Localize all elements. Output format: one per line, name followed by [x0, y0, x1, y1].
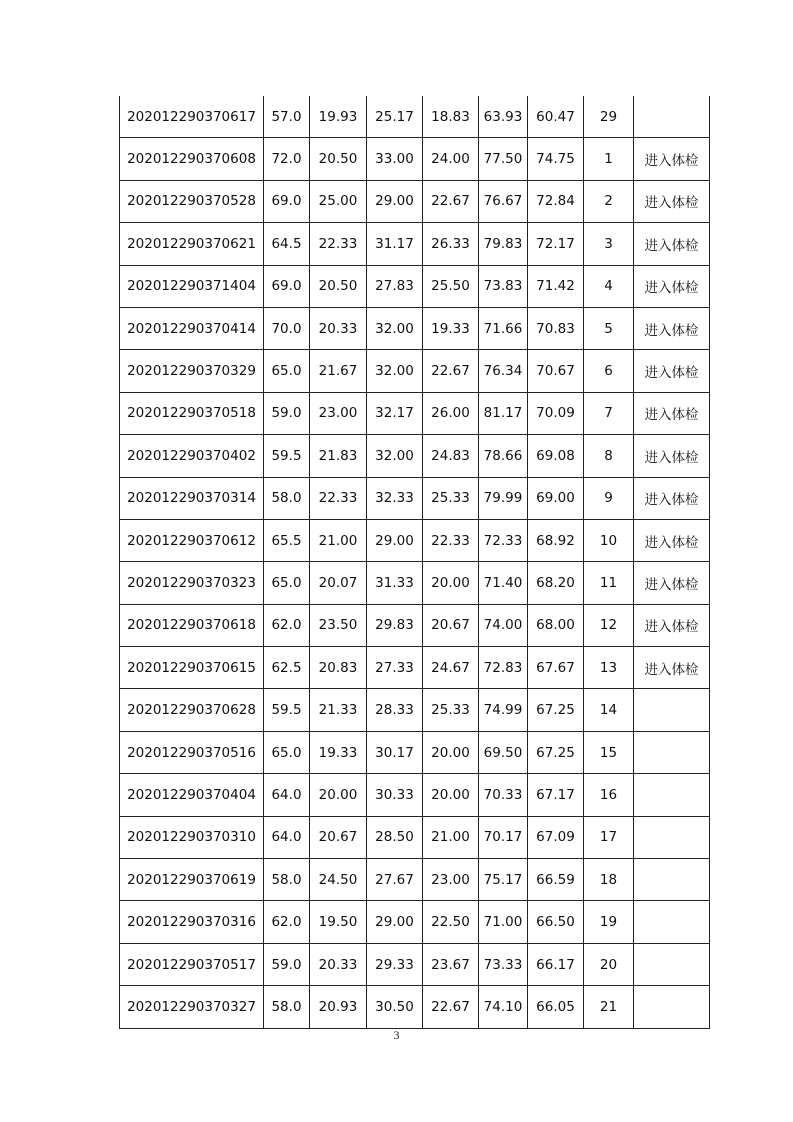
- score-cell: 25.17: [367, 96, 423, 138]
- total-score-cell: 70.09: [528, 392, 584, 434]
- score-cell: 65.0: [264, 350, 310, 392]
- rank-cell: 7: [584, 392, 634, 434]
- score-cell: 69.0: [264, 180, 310, 222]
- table-row: [120, 986, 710, 1028]
- score-cell: 59.5: [264, 435, 310, 477]
- rank-cell: 19: [584, 901, 634, 943]
- table-row: [120, 138, 710, 180]
- note-cell: 进入体检: [634, 180, 710, 222]
- score-cell: 30.33: [367, 774, 423, 816]
- candidate-id-cell: 202012290370323: [120, 562, 264, 604]
- candidate-id-cell: 202012290370621: [120, 223, 264, 265]
- score-cell: 63.93: [479, 96, 528, 138]
- score-cell: 79.83: [479, 223, 528, 265]
- score-cell: 70.17: [479, 816, 528, 858]
- rank-cell: 14: [584, 689, 634, 731]
- score-cell: 29.00: [367, 519, 423, 561]
- score-cell: 71.40: [479, 562, 528, 604]
- total-score-cell: 66.17: [528, 943, 584, 985]
- score-cell: 58.0: [264, 859, 310, 901]
- note-cell: 进入体检: [634, 392, 710, 434]
- rank-cell: 11: [584, 562, 634, 604]
- score-cell: 21.00: [423, 816, 479, 858]
- score-cell: 20.83: [310, 647, 367, 689]
- score-cell: 69.0: [264, 265, 310, 307]
- score-cell: 20.07: [310, 562, 367, 604]
- score-cell: 20.67: [310, 816, 367, 858]
- table-row: [120, 816, 710, 858]
- candidate-id-cell: 202012290370615: [120, 647, 264, 689]
- score-cell: 32.33: [367, 477, 423, 519]
- candidate-id-cell: 202012290370617: [120, 96, 264, 138]
- total-score-cell: 67.25: [528, 689, 584, 731]
- score-cell: 21.83: [310, 435, 367, 477]
- score-cell: 57.0: [264, 96, 310, 138]
- score-cell: 81.17: [479, 392, 528, 434]
- table-row: [120, 435, 710, 477]
- note-cell: [634, 943, 710, 985]
- score-cell: 23.50: [310, 604, 367, 646]
- score-cell: 22.33: [310, 223, 367, 265]
- score-cell: 19.33: [423, 307, 479, 349]
- rank-cell: 16: [584, 774, 634, 816]
- score-cell: 29.00: [367, 180, 423, 222]
- score-cell: 33.00: [367, 138, 423, 180]
- score-cell: 20.00: [423, 731, 479, 773]
- note-cell: [634, 731, 710, 773]
- score-cell: 59.5: [264, 689, 310, 731]
- score-cell: 70.33: [479, 774, 528, 816]
- score-cell: 59.0: [264, 392, 310, 434]
- score-cell: 23.00: [310, 392, 367, 434]
- score-cell: 22.67: [423, 180, 479, 222]
- total-score-cell: 67.67: [528, 647, 584, 689]
- total-score-cell: 68.20: [528, 562, 584, 604]
- table-row: [120, 180, 710, 222]
- score-cell: 75.17: [479, 859, 528, 901]
- total-score-cell: 66.05: [528, 986, 584, 1028]
- score-cell: 70.0: [264, 307, 310, 349]
- note-cell: 进入体检: [634, 265, 710, 307]
- rank-cell: 18: [584, 859, 634, 901]
- total-score-cell: 72.84: [528, 180, 584, 222]
- score-cell: 28.33: [367, 689, 423, 731]
- score-cell: 64.0: [264, 816, 310, 858]
- score-cell: 59.0: [264, 943, 310, 985]
- total-score-cell: 60.47: [528, 96, 584, 138]
- score-cell: 62.0: [264, 604, 310, 646]
- score-cell: 30.17: [367, 731, 423, 773]
- total-score-cell: 68.00: [528, 604, 584, 646]
- note-cell: 进入体检: [634, 435, 710, 477]
- score-cell: 24.67: [423, 647, 479, 689]
- score-cell: 21.67: [310, 350, 367, 392]
- candidate-id-cell: 202012290370619: [120, 859, 264, 901]
- note-cell: [634, 96, 710, 138]
- score-cell: 23.00: [423, 859, 479, 901]
- total-score-cell: 66.59: [528, 859, 584, 901]
- note-cell: [634, 986, 710, 1028]
- table-body: [120, 96, 710, 1028]
- score-cell: 74.10: [479, 986, 528, 1028]
- note-cell: [634, 816, 710, 858]
- score-cell: 21.00: [310, 519, 367, 561]
- score-cell: 76.67: [479, 180, 528, 222]
- total-score-cell: 70.83: [528, 307, 584, 349]
- note-cell: 进入体检: [634, 223, 710, 265]
- candidate-id-cell: 202012290370528: [120, 180, 264, 222]
- candidate-id-cell: 202012290370516: [120, 731, 264, 773]
- table-row: [120, 604, 710, 646]
- score-cell: 21.33: [310, 689, 367, 731]
- score-cell: 18.83: [423, 96, 479, 138]
- table-row: [120, 96, 710, 138]
- score-cell: 58.0: [264, 477, 310, 519]
- score-cell: 31.17: [367, 223, 423, 265]
- score-cell: 24.83: [423, 435, 479, 477]
- score-cell: 22.33: [310, 477, 367, 519]
- total-score-cell: 71.42: [528, 265, 584, 307]
- table-row: [120, 265, 710, 307]
- table-row: [120, 562, 710, 604]
- score-cell: 79.99: [479, 477, 528, 519]
- candidate-id-cell: 202012290370518: [120, 392, 264, 434]
- score-cell: 58.0: [264, 986, 310, 1028]
- score-cell: 26.33: [423, 223, 479, 265]
- note-cell: 进入体检: [634, 477, 710, 519]
- rank-cell: 21: [584, 986, 634, 1028]
- score-cell: 20.00: [423, 562, 479, 604]
- score-cell: 20.50: [310, 138, 367, 180]
- table-row: [120, 774, 710, 816]
- score-cell: 20.67: [423, 604, 479, 646]
- score-cell: 73.83: [479, 265, 528, 307]
- score-cell: 77.50: [479, 138, 528, 180]
- candidate-id-cell: 202012290370517: [120, 943, 264, 985]
- candidate-id-cell: 202012290370618: [120, 604, 264, 646]
- total-score-cell: 70.67: [528, 350, 584, 392]
- table-row: [120, 307, 710, 349]
- total-score-cell: 69.00: [528, 477, 584, 519]
- score-cell: 20.00: [310, 774, 367, 816]
- score-cell: 30.50: [367, 986, 423, 1028]
- rank-cell: 8: [584, 435, 634, 477]
- candidate-id-cell: 202012290370310: [120, 816, 264, 858]
- score-cell: 62.5: [264, 647, 310, 689]
- candidate-id-cell: 202012290371404: [120, 265, 264, 307]
- rank-cell: 4: [584, 265, 634, 307]
- rank-cell: 1: [584, 138, 634, 180]
- note-cell: [634, 859, 710, 901]
- score-cell: 64.0: [264, 774, 310, 816]
- score-cell: 32.17: [367, 392, 423, 434]
- score-cell: 19.50: [310, 901, 367, 943]
- candidate-id-cell: 202012290370612: [120, 519, 264, 561]
- score-cell: 72.0: [264, 138, 310, 180]
- score-cell: 22.67: [423, 350, 479, 392]
- rank-cell: 15: [584, 731, 634, 773]
- rank-cell: 9: [584, 477, 634, 519]
- rank-cell: 13: [584, 647, 634, 689]
- score-cell: 32.00: [367, 350, 423, 392]
- table-row: [120, 392, 710, 434]
- table-row: [120, 859, 710, 901]
- rank-cell: 2: [584, 180, 634, 222]
- score-cell: 32.00: [367, 435, 423, 477]
- note-cell: [634, 774, 710, 816]
- score-cell: 76.34: [479, 350, 528, 392]
- score-cell: 27.67: [367, 859, 423, 901]
- score-cell: 31.33: [367, 562, 423, 604]
- note-cell: 进入体检: [634, 138, 710, 180]
- score-cell: 27.83: [367, 265, 423, 307]
- table-row: [120, 731, 710, 773]
- score-cell: 20.93: [310, 986, 367, 1028]
- total-score-cell: 66.50: [528, 901, 584, 943]
- total-score-cell: 67.17: [528, 774, 584, 816]
- note-cell: [634, 689, 710, 731]
- score-cell: 25.33: [423, 477, 479, 519]
- score-cell: 72.33: [479, 519, 528, 561]
- score-cell: 23.67: [423, 943, 479, 985]
- score-cell: 62.0: [264, 901, 310, 943]
- table-row: [120, 901, 710, 943]
- note-cell: 进入体检: [634, 350, 710, 392]
- score-cell: 22.50: [423, 901, 479, 943]
- table-row: [120, 689, 710, 731]
- table-row: [120, 223, 710, 265]
- table-row: [120, 647, 710, 689]
- score-cell: 24.00: [423, 138, 479, 180]
- score-cell: 65.5: [264, 519, 310, 561]
- rank-cell: 10: [584, 519, 634, 561]
- note-cell: 进入体检: [634, 519, 710, 561]
- note-cell: 进入体检: [634, 307, 710, 349]
- score-cell: 74.99: [479, 689, 528, 731]
- score-cell: 29.00: [367, 901, 423, 943]
- table-row: [120, 477, 710, 519]
- score-cell: 72.83: [479, 647, 528, 689]
- score-cell: 78.66: [479, 435, 528, 477]
- score-cell: 26.00: [423, 392, 479, 434]
- score-cell: 22.33: [423, 519, 479, 561]
- rank-cell: 17: [584, 816, 634, 858]
- score-cell: 71.66: [479, 307, 528, 349]
- table-row: [120, 519, 710, 561]
- score-cell: 27.33: [367, 647, 423, 689]
- rank-cell: 3: [584, 223, 634, 265]
- score-cell: 69.50: [479, 731, 528, 773]
- score-cell: 32.00: [367, 307, 423, 349]
- score-cell: 29.33: [367, 943, 423, 985]
- candidate-id-cell: 202012290370327: [120, 986, 264, 1028]
- score-cell: 29.83: [367, 604, 423, 646]
- score-cell: 22.67: [423, 986, 479, 1028]
- score-cell: 65.0: [264, 562, 310, 604]
- score-cell: 25.00: [310, 180, 367, 222]
- candidate-id-cell: 202012290370402: [120, 435, 264, 477]
- table-row: [120, 943, 710, 985]
- score-cell: 73.33: [479, 943, 528, 985]
- rank-cell: 5: [584, 307, 634, 349]
- note-cell: 进入体检: [634, 604, 710, 646]
- note-cell: 进入体检: [634, 562, 710, 604]
- score-table: [119, 96, 710, 1029]
- rank-cell: 29: [584, 96, 634, 138]
- total-score-cell: 69.08: [528, 435, 584, 477]
- candidate-id-cell: 202012290370404: [120, 774, 264, 816]
- total-score-cell: 74.75: [528, 138, 584, 180]
- page-number: 3: [393, 1028, 400, 1042]
- rank-cell: 20: [584, 943, 634, 985]
- score-cell: 20.50: [310, 265, 367, 307]
- total-score-cell: 68.92: [528, 519, 584, 561]
- score-cell: 19.33: [310, 731, 367, 773]
- rank-cell: 12: [584, 604, 634, 646]
- score-cell: 28.50: [367, 816, 423, 858]
- note-cell: [634, 901, 710, 943]
- note-cell: 进入体检: [634, 647, 710, 689]
- candidate-id-cell: 202012290370316: [120, 901, 264, 943]
- score-cell: 20.00: [423, 774, 479, 816]
- score-cell: 64.5: [264, 223, 310, 265]
- candidate-id-cell: 202012290370608: [120, 138, 264, 180]
- score-cell: 74.00: [479, 604, 528, 646]
- score-cell: 25.33: [423, 689, 479, 731]
- score-cell: 20.33: [310, 307, 367, 349]
- candidate-id-cell: 202012290370314: [120, 477, 264, 519]
- score-cell: 71.00: [479, 901, 528, 943]
- total-score-cell: 67.09: [528, 816, 584, 858]
- candidate-id-cell: 202012290370414: [120, 307, 264, 349]
- score-cell: 20.33: [310, 943, 367, 985]
- candidate-id-cell: 202012290370628: [120, 689, 264, 731]
- total-score-cell: 72.17: [528, 223, 584, 265]
- rank-cell: 6: [584, 350, 634, 392]
- score-cell: 25.50: [423, 265, 479, 307]
- table-row: [120, 350, 710, 392]
- score-cell: 65.0: [264, 731, 310, 773]
- score-cell: 19.93: [310, 96, 367, 138]
- total-score-cell: 67.25: [528, 731, 584, 773]
- score-cell: 24.50: [310, 859, 367, 901]
- candidate-id-cell: 202012290370329: [120, 350, 264, 392]
